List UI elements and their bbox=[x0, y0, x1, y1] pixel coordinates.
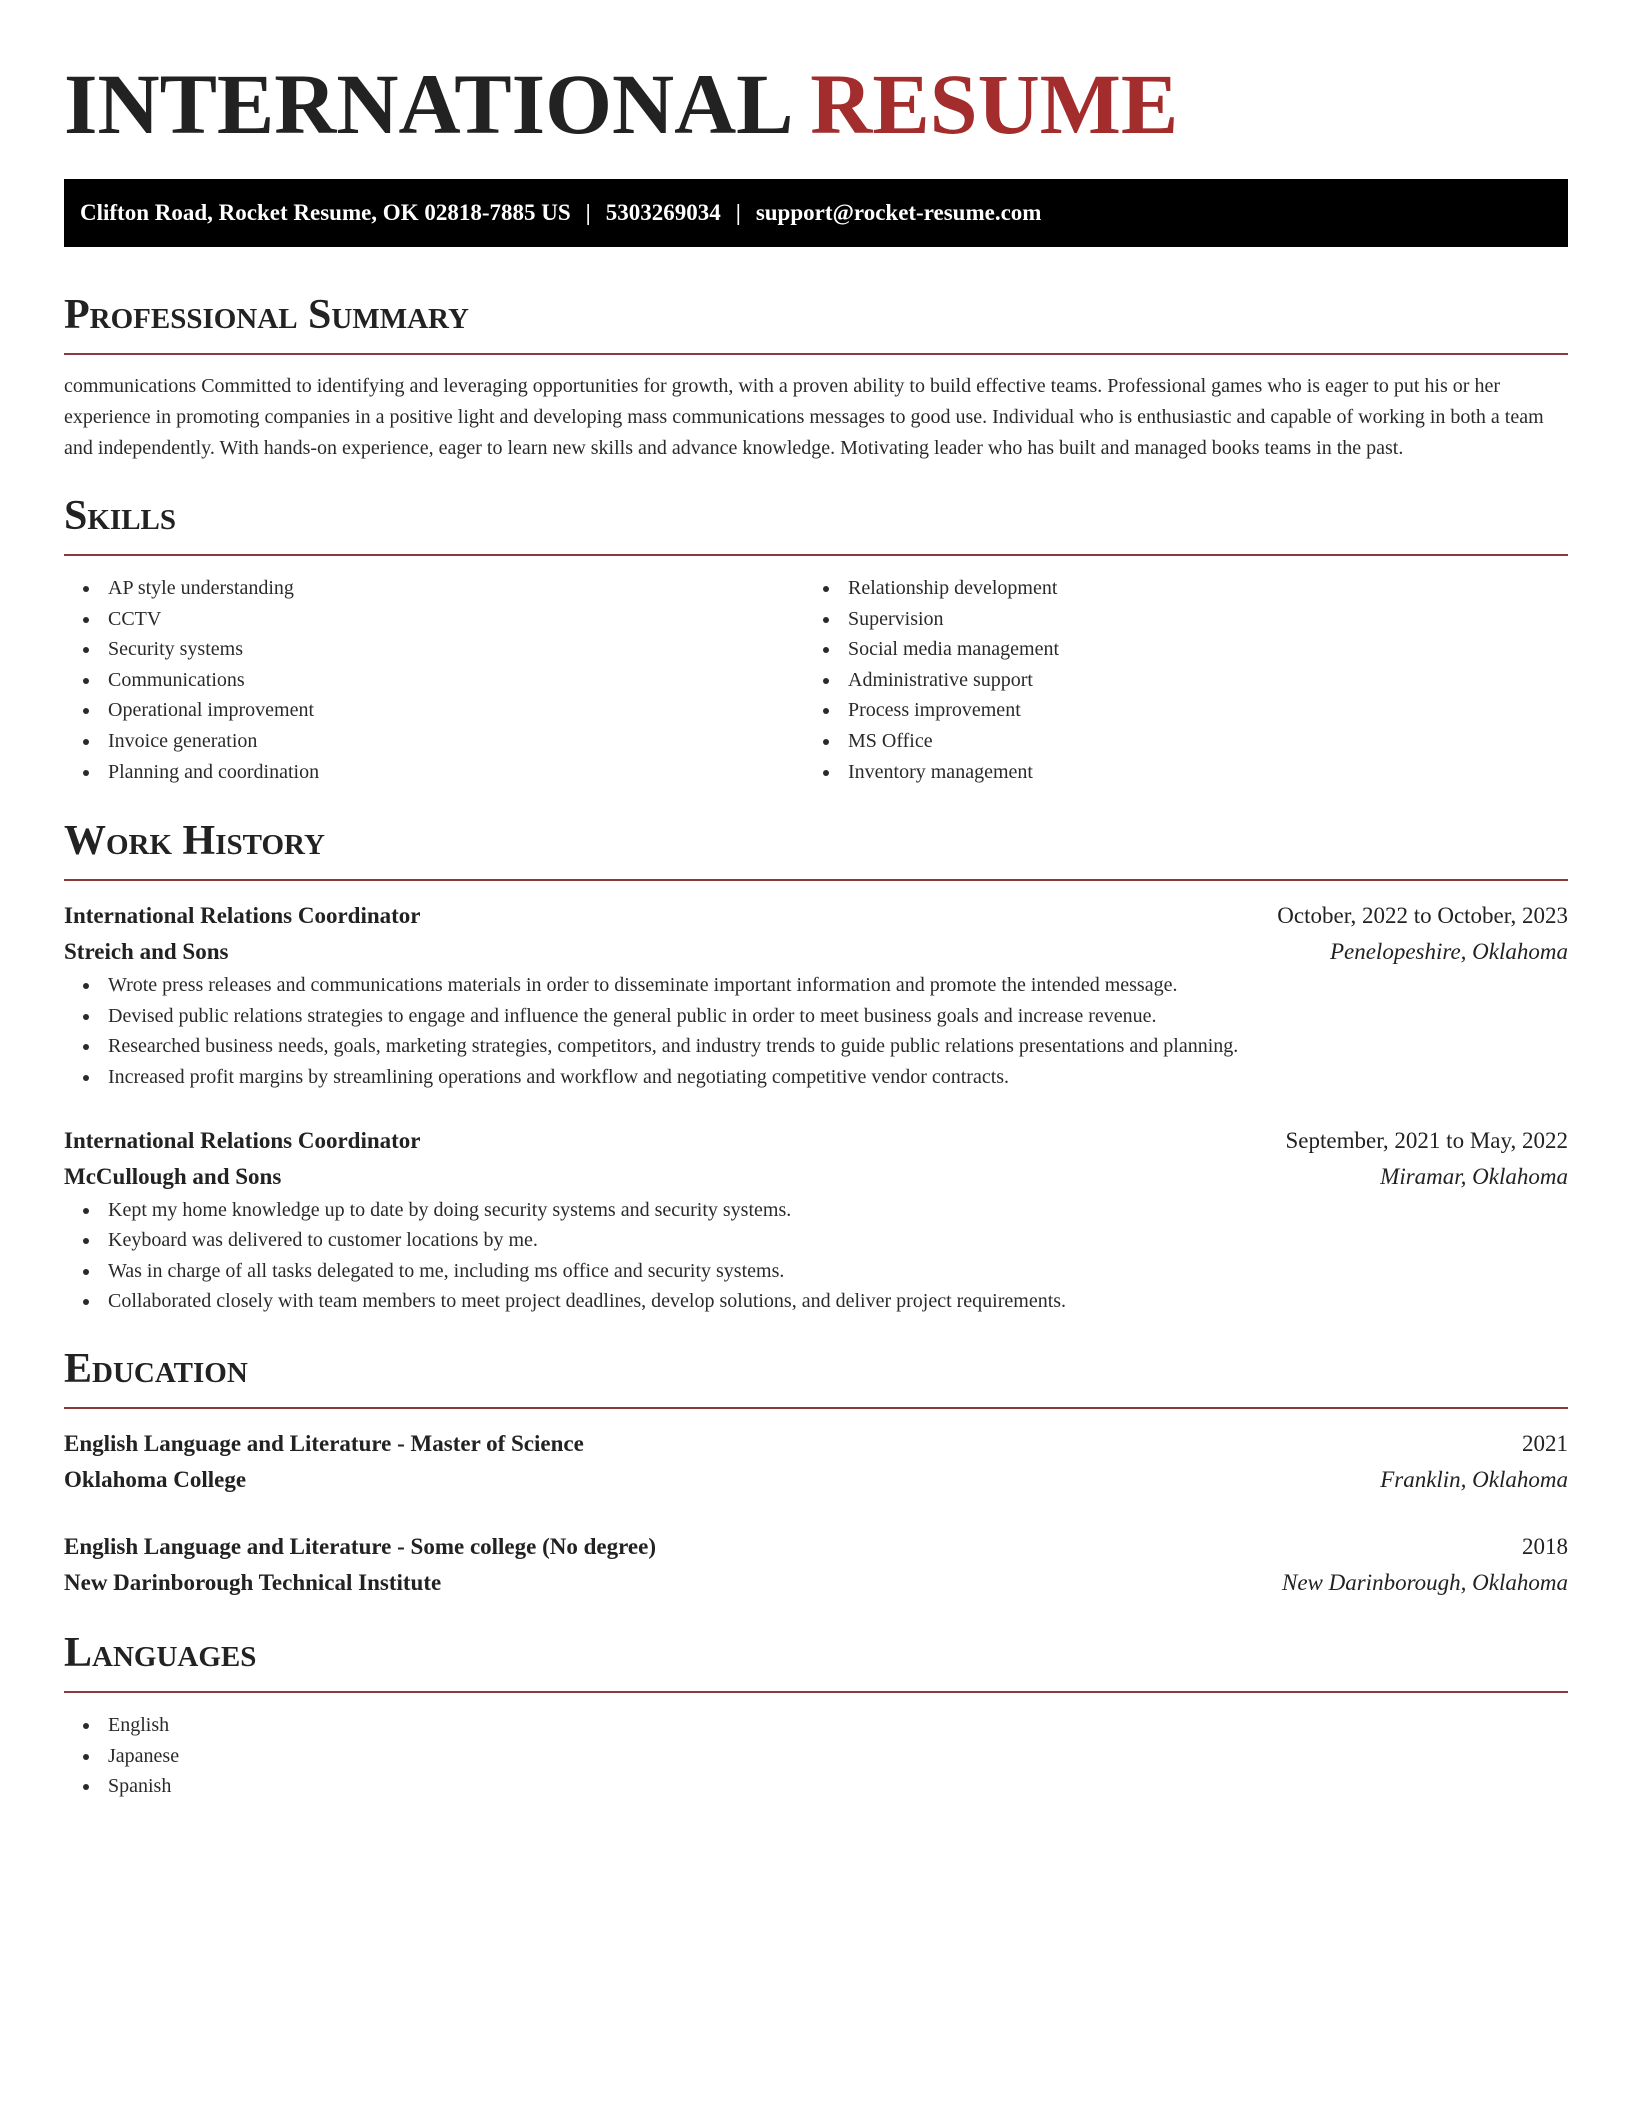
contact-separator: | bbox=[735, 200, 741, 225]
section-divider bbox=[64, 879, 1568, 881]
summary-text: communications Committed to identifying and leveraging opportunities for growth, with a proven ability to build effective teams. Professional games who is eager to put his or her experience in promoting companies in a positive light and developing mass communications messages to good use. Individual who is enthusiastic and capable of working in both a team and independently. With hands-on experience, eager to learn new skills and advance knowledge. Motivating leader who has built and managed books teams in the past. bbox=[64, 375, 1544, 459]
job-entry bbox=[64, 898, 1568, 1092]
job-bullet: Researched business needs, goals, marketing strategies, competitors, and industry trends to guide public relations presentations and planning. bbox=[64, 1031, 1568, 1062]
skill-item: Operational improvement bbox=[64, 695, 804, 726]
education-school: New Darinborough Technical Institute bbox=[64, 1569, 442, 1595]
contact-separator: | bbox=[585, 200, 591, 225]
skill-item: Process improvement bbox=[804, 695, 1544, 726]
education-degree: English Language and Literature - Master of Science bbox=[64, 1430, 584, 1456]
summary-heading: Professional Summary bbox=[64, 292, 469, 338]
job-entry bbox=[64, 1123, 1568, 1317]
job-bullet: Was in charge of all tasks delegated to me, including ms office and security systems. bbox=[64, 1256, 1568, 1287]
contact-phone: 5303269034 bbox=[605, 200, 721, 225]
skill-item: Supervision bbox=[804, 604, 1544, 635]
contact-bar bbox=[64, 179, 1568, 247]
skills-grid bbox=[64, 573, 1568, 787]
job-company: Streich and Sons bbox=[64, 939, 229, 965]
job-bullets bbox=[64, 970, 1568, 1092]
skill-item: Planning and coordination bbox=[64, 757, 804, 788]
skill-item: AP style understanding bbox=[64, 573, 804, 604]
skill-item: Security systems bbox=[64, 634, 804, 665]
section-divider bbox=[64, 1407, 1568, 1409]
contact-address: Clifton Road, Rocket Resume, OK 02818-7885 US bbox=[80, 200, 571, 225]
education-section bbox=[64, 1344, 1568, 1601]
skills-heading: Skills bbox=[64, 493, 177, 539]
education-location: New Darinborough, Oklahoma bbox=[1281, 1569, 1568, 1595]
job-bullet: Collaborated closely with team members to meet project deadlines, develop solutions, and deliver project requirements. bbox=[64, 1286, 1568, 1317]
job-title: International Relations Coordinator bbox=[64, 903, 421, 929]
job-header-row bbox=[64, 1123, 1568, 1159]
skill-item: Invoice generation bbox=[64, 726, 804, 757]
job-bullet: Devised public relations strategies to engage and influence the general public in order to meet business goals and increase revenue. bbox=[64, 1001, 1568, 1032]
languages-heading: Languages bbox=[64, 1629, 257, 1676]
section-divider bbox=[64, 554, 1568, 556]
skills-list-left bbox=[64, 573, 804, 787]
education-degree: English Language and Literature - Some college (No degree) bbox=[64, 1533, 656, 1559]
skill-item: Social media management bbox=[804, 634, 1544, 665]
skill-item: Communications bbox=[64, 665, 804, 696]
job-bullet: Increased profit margins by streamlining operations and workflow and negotiating competitive vendor contracts. bbox=[64, 1062, 1568, 1093]
languages-section bbox=[64, 1628, 1568, 1802]
section-divider bbox=[64, 353, 1568, 355]
job-bullets bbox=[64, 1195, 1568, 1317]
skills-section bbox=[64, 491, 1568, 787]
name-last: RESUME bbox=[810, 56, 1179, 152]
work-section bbox=[64, 816, 1568, 1317]
education-year: 2018 bbox=[1522, 1533, 1568, 1559]
education-location: Franklin, Oklahoma bbox=[1380, 1466, 1568, 1492]
skill-item: Inventory management bbox=[804, 757, 1544, 788]
skills-list-right bbox=[804, 573, 1544, 787]
education-degree-row bbox=[64, 1426, 1568, 1462]
job-company: McCullough and Sons bbox=[64, 1163, 282, 1189]
contact-email: support@rocket-resume.com bbox=[755, 200, 1042, 225]
job-company-row bbox=[64, 934, 1568, 970]
resume-name bbox=[64, 0, 1568, 150]
language-item: Spanish bbox=[64, 1771, 1568, 1802]
education-school: Oklahoma College bbox=[64, 1466, 247, 1492]
education-school-row bbox=[64, 1565, 1568, 1601]
education-degree-row bbox=[64, 1529, 1568, 1565]
education-entry bbox=[64, 1426, 1568, 1498]
summary-section bbox=[64, 290, 1568, 464]
skill-item: CCTV bbox=[64, 604, 804, 635]
education-heading: Education bbox=[64, 1345, 248, 1392]
skill-item: Relationship development bbox=[804, 573, 1544, 604]
languages-list bbox=[64, 1710, 1568, 1802]
job-header-row bbox=[64, 898, 1568, 934]
skill-item: Administrative support bbox=[804, 665, 1544, 696]
name-first: INTERNATIONAL bbox=[64, 56, 789, 152]
language-item: English bbox=[64, 1710, 1568, 1741]
work-heading: Work History bbox=[64, 818, 325, 865]
section-divider bbox=[64, 1691, 1568, 1693]
job-bullet: Wrote press releases and communications materials in order to disseminate important information and promote the intended message. bbox=[64, 970, 1568, 1001]
job-bullet: Kept my home knowledge up to date by doing security systems and security systems. bbox=[64, 1195, 1568, 1226]
language-item: Japanese bbox=[64, 1741, 1568, 1772]
job-location: Penelopeshire, Oklahoma bbox=[1329, 939, 1568, 965]
job-dates: October, 2022 to October, 2023 bbox=[1277, 903, 1568, 929]
job-location: Miramar, Oklahoma bbox=[1380, 1163, 1568, 1189]
job-bullet: Keyboard was delivered to customer locations by me. bbox=[64, 1225, 1568, 1256]
education-year: 2021 bbox=[1522, 1430, 1568, 1456]
job-dates: September, 2021 to May, 2022 bbox=[1285, 1127, 1568, 1153]
job-title: International Relations Coordinator bbox=[64, 1127, 421, 1153]
education-entry bbox=[64, 1529, 1568, 1601]
job-company-row bbox=[64, 1159, 1568, 1195]
education-school-row bbox=[64, 1462, 1568, 1498]
skill-item: MS Office bbox=[804, 726, 1544, 757]
